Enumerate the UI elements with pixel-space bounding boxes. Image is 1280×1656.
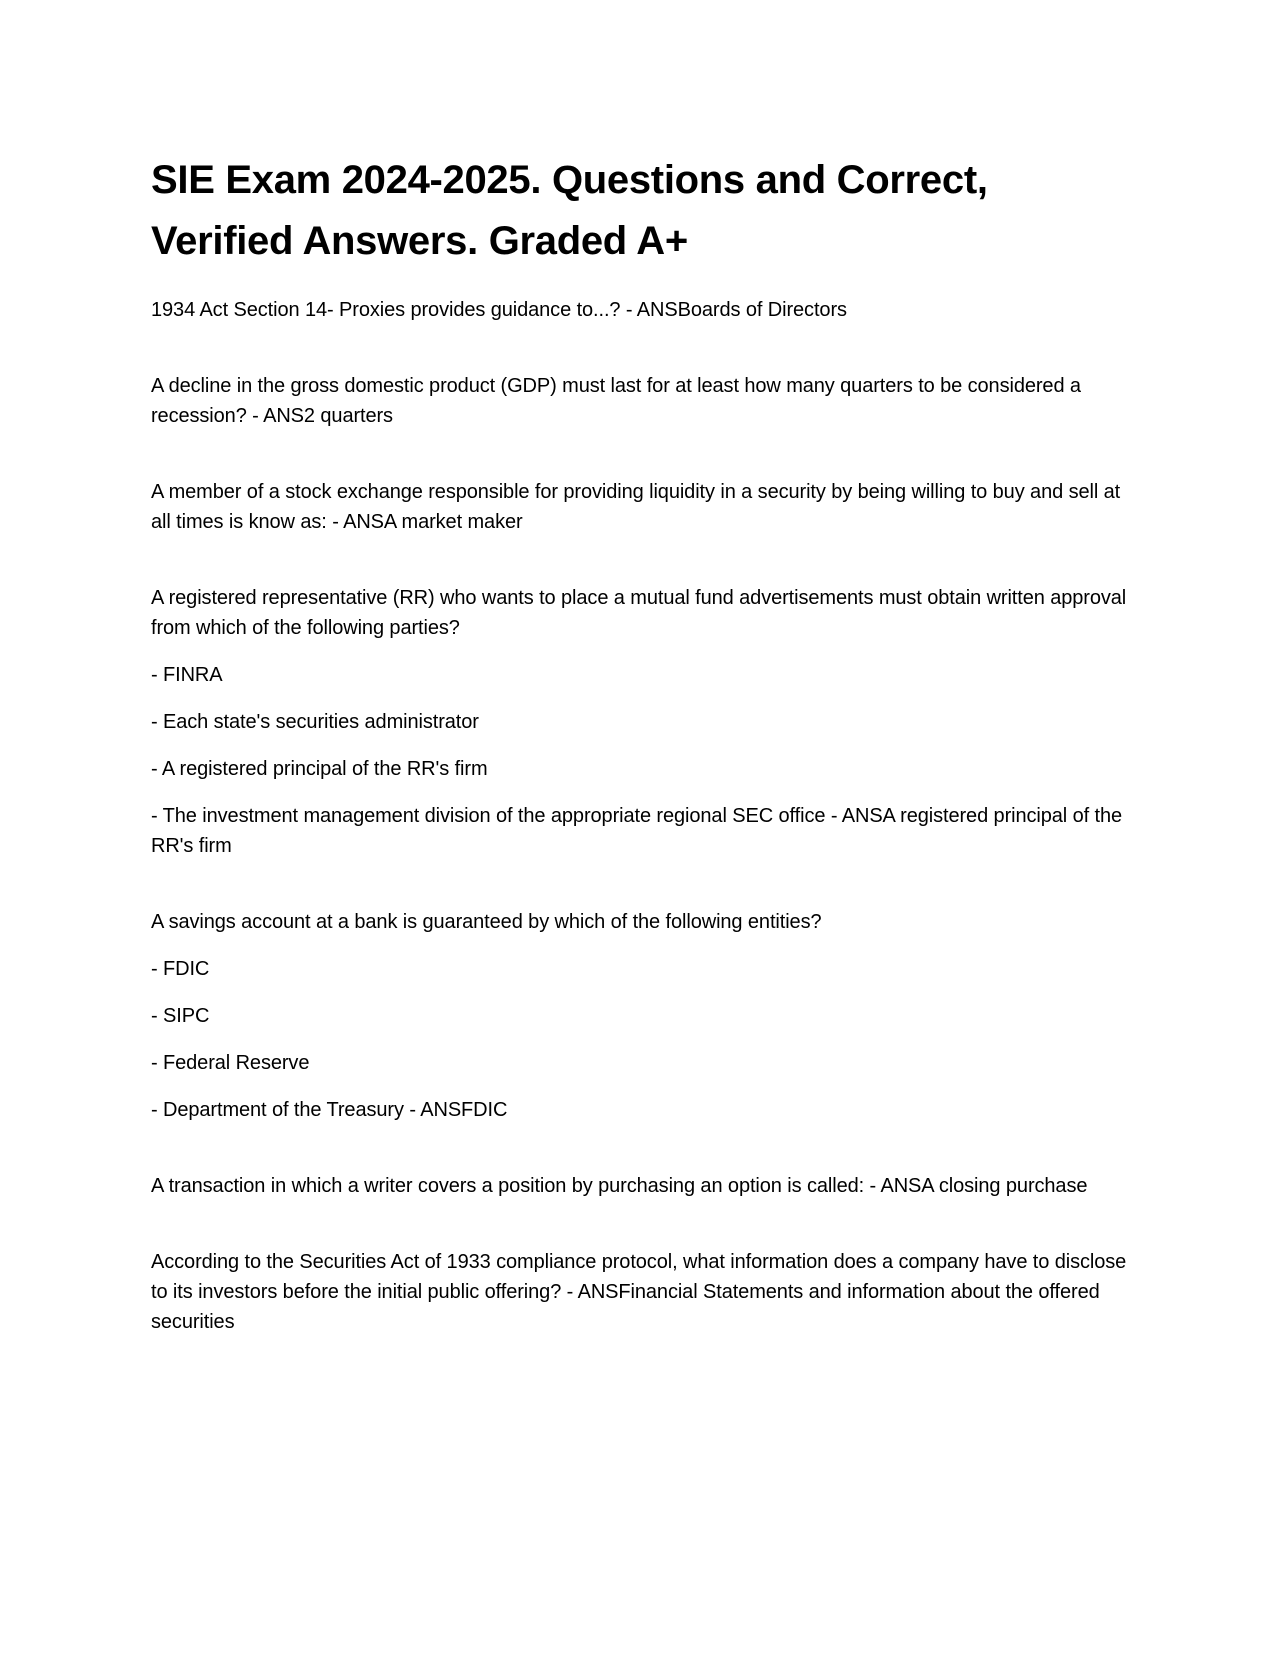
- qa-option-answer: - Department of the Treasury - ANSFDIC: [151, 1099, 508, 1121]
- qa-option: - Federal Reserve: [151, 1052, 310, 1074]
- qa-entry-gdp-recession: [151, 371, 1136, 431]
- qa-entry-1934-act-proxies: [151, 295, 1136, 325]
- document-title: SIE Exam 2024-2025. Questions and Correct, Verified Answers. Graded A+: [151, 158, 988, 263]
- document-page: [151, 150, 1136, 1354]
- qa-option: - SIPC: [151, 1005, 210, 1027]
- qa-line: A transaction in which a writer covers a position by purchasing an option is called: - ANSA closing purchase: [151, 1175, 1088, 1197]
- qa-option: - FDIC: [151, 958, 210, 980]
- qa-entry-securities-act-1933: [151, 1247, 1136, 1337]
- qa-entry-mutual-fund-ads: [151, 583, 1136, 861]
- qa-line: According to the Securities Act of 1933 compliance protocol, what information does a company have to disclose to its investors before the initial public offering? - ANSFinancial Statements and information about the offered securities: [151, 1251, 1127, 1333]
- qa-line: 1934 Act Section 14- Proxies provides guidance to...? - ANSBoards of Directors: [151, 299, 847, 321]
- qa-line: A decline in the gross domestic product (GDP) must last for at least how many quarters to be considered a recession? - ANS2 quarters: [151, 375, 1081, 427]
- qa-entry-savings-guarantee: [151, 907, 1136, 1125]
- qa-line: A member of a stock exchange responsible for providing liquidity in a security by being willing to buy and sell at all times is know as: - ANSA market maker: [151, 481, 1121, 533]
- qa-option-answer: - The investment management division of the appropriate regional SEC office - ANSA registered principal of the RR's firm: [151, 805, 1123, 857]
- qa-option: - A registered principal of the RR's firm: [151, 758, 488, 780]
- qa-entry-closing-purchase: [151, 1171, 1136, 1201]
- qa-option: - FINRA: [151, 664, 223, 686]
- qa-option: - Each state's securities administrator: [151, 711, 479, 733]
- qa-question: A savings account at a bank is guaranteed by which of the following entities?: [151, 911, 822, 933]
- qa-question: A registered representative (RR) who wants to place a mutual fund advertisements must obtain written approval from which of the following parties?: [151, 587, 1127, 639]
- qa-entry-market-maker: [151, 477, 1136, 537]
